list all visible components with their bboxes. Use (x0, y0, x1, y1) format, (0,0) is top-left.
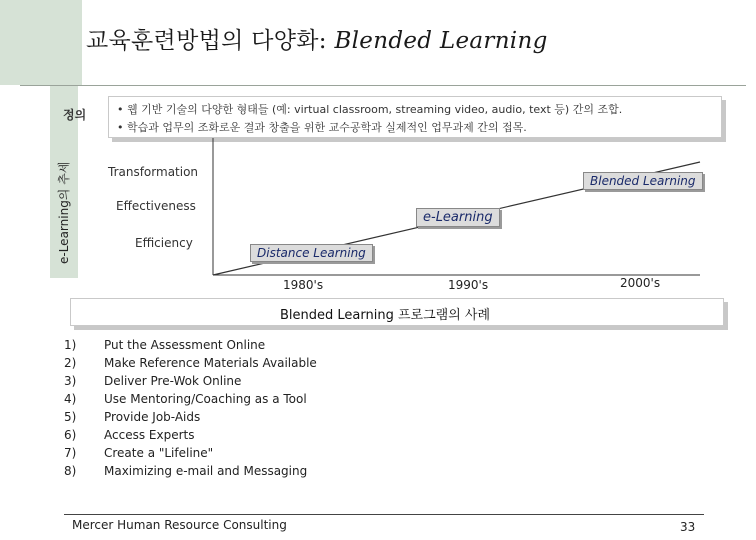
era-1990s: 1990's (448, 278, 489, 292)
footer-divider (64, 514, 704, 515)
level-label-efficiency: Efficiency (135, 236, 193, 250)
list-item-text: Provide Job-Aids (104, 410, 201, 424)
list-item-number: 6) (64, 428, 77, 442)
era-2000s: 2000's (620, 276, 661, 290)
list-item-number: 4) (64, 392, 77, 406)
list-item-text: Use Mentoring/Coaching as a Tool (104, 392, 307, 406)
list-item-text: Maximizing e-mail and Messaging (104, 464, 308, 478)
trend-label: e-Learning의 추세 (57, 161, 71, 264)
examples-title: Blended Learning 프로그램의 사례 (280, 308, 491, 323)
list-item-number: 8) (64, 464, 77, 478)
era-1980s: 1980's (283, 278, 324, 292)
list-item-number: 5) (64, 410, 77, 424)
list-item-text: Create a "Lifeline" (104, 446, 214, 460)
list-item-text: Put the Assessment Online (104, 338, 266, 352)
definition-line-2: • 학습과 업무의 조화로운 결과 창출을 위한 교수공학과 실제적인 업무과제 간의 접목. (117, 121, 527, 134)
list-item-number: 3) (64, 374, 77, 388)
list-item-text: Make Reference Materials Available (104, 356, 317, 370)
list-item-text: Deliver Pre-Wok Online (104, 374, 242, 388)
list-item-text: Access Experts (104, 428, 195, 442)
definition-label: 정의 (63, 108, 87, 122)
page-title-korean: 교육훈련방법의 다양화: (86, 28, 335, 54)
level-label-effectiveness: Effectiveness (116, 199, 196, 213)
stage-tag-blended-learning: Blended Learning (583, 172, 703, 190)
stage-tag-distance-learning: Distance Learning (250, 244, 373, 262)
list-item-number: 2) (64, 356, 77, 370)
stage-tag-e-learning: e-Learning (416, 208, 500, 227)
list-item-number: 7) (64, 446, 77, 460)
page-number: 33 (680, 520, 696, 534)
definition-line-1: • 웹 기반 기술의 다양한 형태들 (예: virtual classroom, streaming video, audio, text 등) 간의 조합. (117, 103, 623, 116)
list-item-number: 1) (64, 338, 77, 352)
page-title-english: Blended Learning (334, 28, 548, 54)
footer-company: Mercer Human Resource Consulting (72, 518, 287, 532)
level-label-transformation: Transformation (108, 165, 199, 179)
